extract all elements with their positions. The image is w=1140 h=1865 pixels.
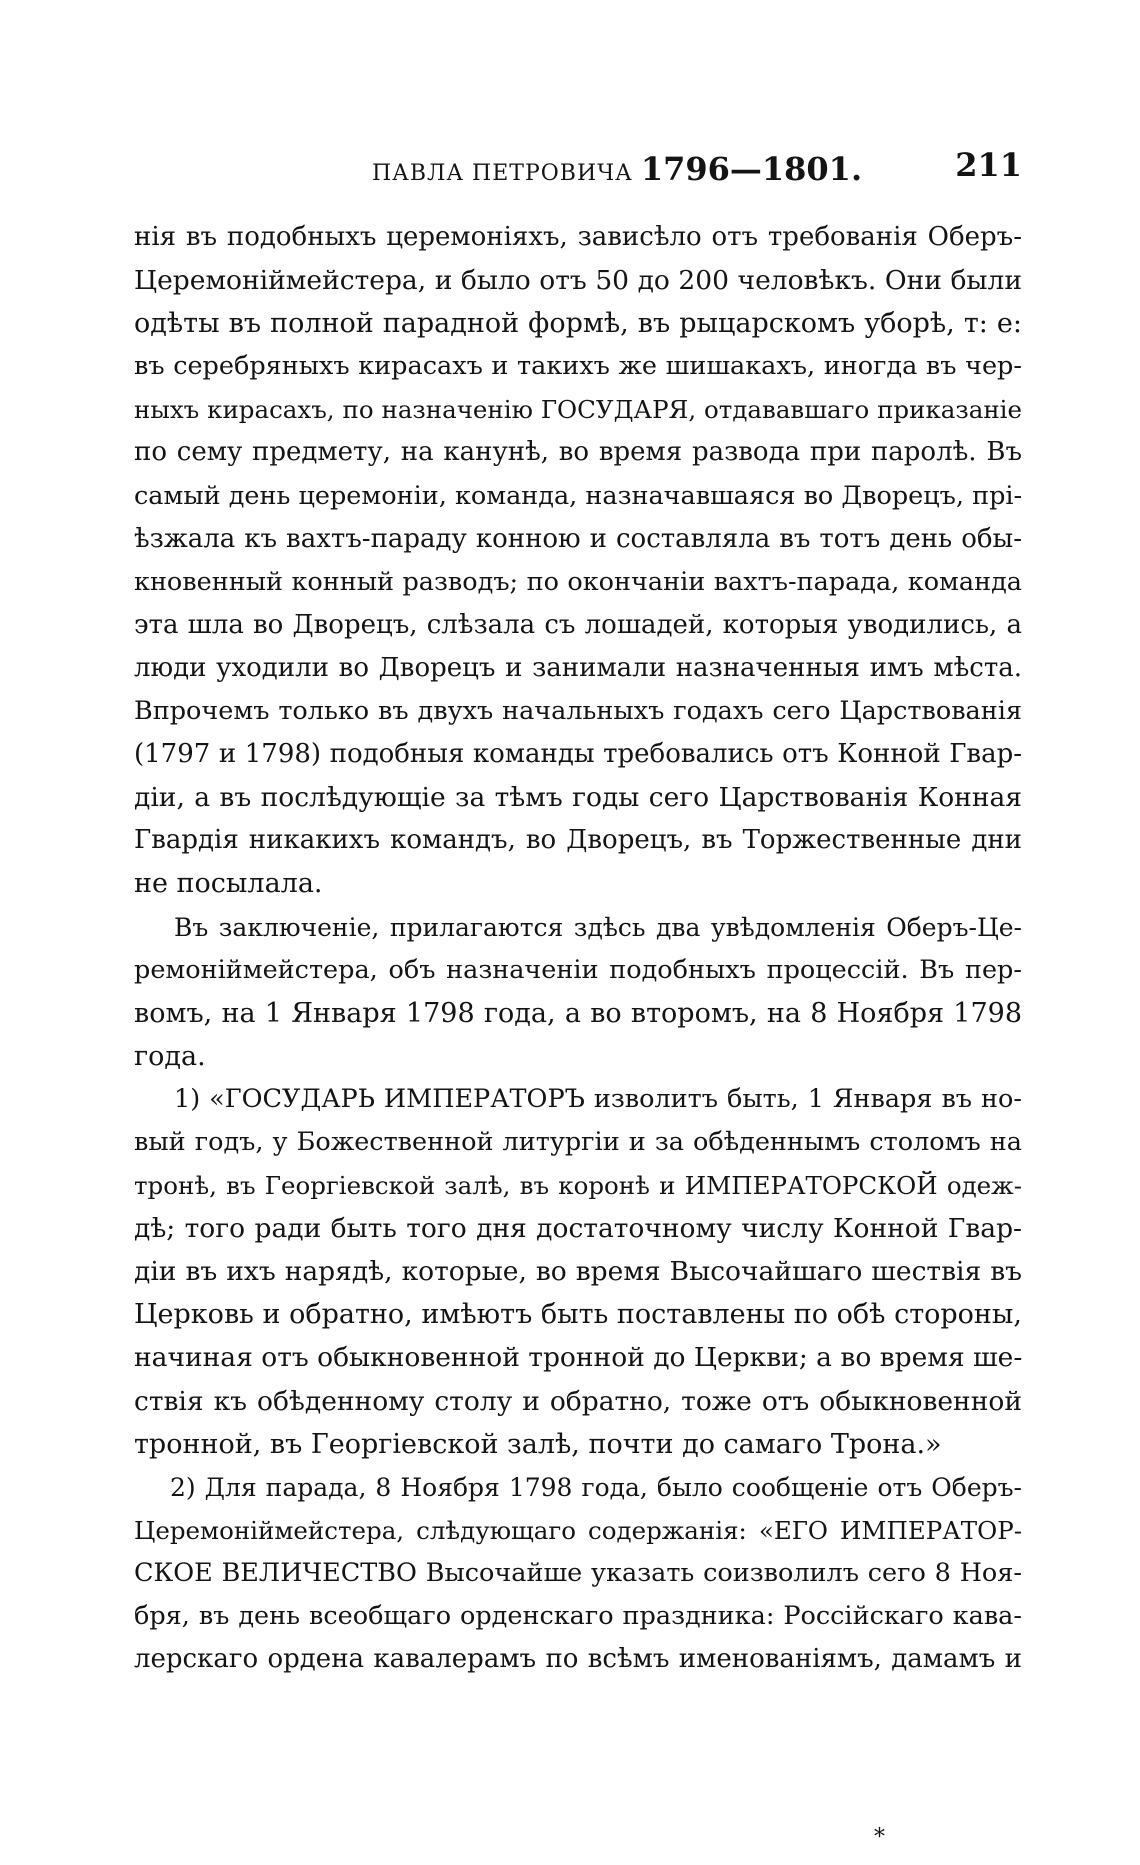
text-line: 1) «ГОСУДАРЬ ИМПЕРАТОРЪ изволитъ быть, 1 Января въ но- — [174, 1083, 1022, 1114]
page-number: 211 — [955, 146, 1022, 184]
running-title-years: 1796—1801. — [640, 150, 863, 188]
text-line: ремоніймейстера, объ назначеніи подобныхъ процессій. Въ пер- — [134, 954, 1022, 985]
text-line: нія въ подобныхъ церемоніяхъ, зависѣло отъ требованія Оберъ- — [134, 222, 1022, 252]
text-line: года. — [134, 1040, 206, 1072]
text-line: Церковь и обратно, имѣютъ быть поставлены по обѣ стороны, — [134, 1299, 1022, 1331]
text-line: вомъ, на 1 Января 1798 года, а во второмъ, на 8 Ноября 1798 — [134, 997, 1022, 1029]
text-line: начиная отъ обыкновенной тронной до Церкви; а во время ше- — [134, 1342, 1023, 1374]
text-line: не посылала. — [134, 868, 323, 900]
text-line: вый годъ, у Божественной литургіи и за обѣденнымъ столомъ на — [134, 1126, 1022, 1157]
text-line: діи, а въ послѣдующіе за тѣмъ годы сего Царствованія Конная — [134, 782, 1022, 814]
text-line: тронной, въ Георгіевской залѣ, почти до самаго Трона.» — [134, 1428, 942, 1460]
text-line: ныхъ кирасахъ, по назначенію ГОСУДАРЯ, отдававшаго приказаніе — [134, 395, 1022, 425]
text-line: Въ заключеніе, прилагаются здѣсь два увѣдомленія Оберъ-Це- — [174, 912, 1022, 942]
text-line: ствія къ обѣденному столу и обратно, тоже отъ обыкновенной — [134, 1385, 1022, 1417]
text-line: эта шла во Дворецъ, слѣзала съ лошадей, которыя уводились, а — [134, 609, 1022, 640]
text-line: по сему предмету, на канунѣ, во время развода при паролѣ. Въ — [134, 437, 1022, 468]
text-line: Впрочемъ только въ двухъ начальныхъ годахъ сего Царствованія — [134, 696, 1022, 727]
running-title — [372, 150, 862, 188]
text-line: люди уходили во Дворецъ и занимали назначенныя имъ мѣста. — [134, 652, 1022, 683]
page-body — [134, 216, 1022, 1681]
text-line: діи въ ихъ нарядѣ, которые, во время Высочайшаго шествія въ — [134, 1256, 1022, 1288]
text-line: Гвардія никакихъ командъ, во Дворецъ, въ Торжественные дни — [134, 825, 1022, 856]
text-line: одѣты въ полной парадной формѣ, въ рыцарскомъ уборѣ, т: е: — [134, 308, 1022, 340]
text-line: тронѣ, въ Георгіевской залѣ, въ коронѣ и ИМПЕРАТОРСКОЙ одеж- — [134, 1171, 1022, 1201]
text-line: лерскаго ордена кавалерамъ по всѣмъ именованіямъ, дамамъ и — [134, 1644, 1022, 1675]
text-line: 2) Для парада, 8 Ноября 1798 года, было сообщеніе отъ Оберъ- — [170, 1472, 1022, 1502]
text-line: дѣ; того ради быть того дня достаточному числу Конной Гвар- — [134, 1213, 1022, 1245]
text-line: Церемоніймейстера, слѣдующаго содержанія: «ЕГО ИМПЕРАТОР- — [134, 1515, 1022, 1545]
running-header — [134, 146, 1022, 192]
text-line: бря, въ день всеобщаго орденскаго праздника: Россійскаго кава- — [134, 1601, 1022, 1631]
text-line: СКОЕ ВЕЛИЧЕСТВО Высочайше указать соизволилъ сего 8 Ноя- — [134, 1557, 1022, 1588]
text-line: ѣзжала къ вахтъ-параду конною и составляла въ тотъ день обы- — [134, 523, 1022, 554]
signature-mark: * — [874, 1825, 885, 1850]
text-line: Церемоніймейстера, и было отъ 50 до 200 человѣкъ. Они были — [134, 265, 1022, 297]
text-line: (1797 и 1798) подобныя команды требовались отъ Конной Гвар- — [134, 739, 1022, 770]
text-line: въ серебряныхъ кирасахъ и такихъ же шишакахъ, иногда въ чер- — [134, 351, 1022, 382]
text-line: самый день церемоніи, команда, назначавшаяся во Дворецъ, прі- — [134, 480, 1023, 511]
running-title-text: ПАВЛА ПЕТРОВИЧА — [372, 161, 633, 186]
text-line: кновенный конный разводъ; по окончаніи вахтъ-парада, команда — [134, 566, 1022, 597]
